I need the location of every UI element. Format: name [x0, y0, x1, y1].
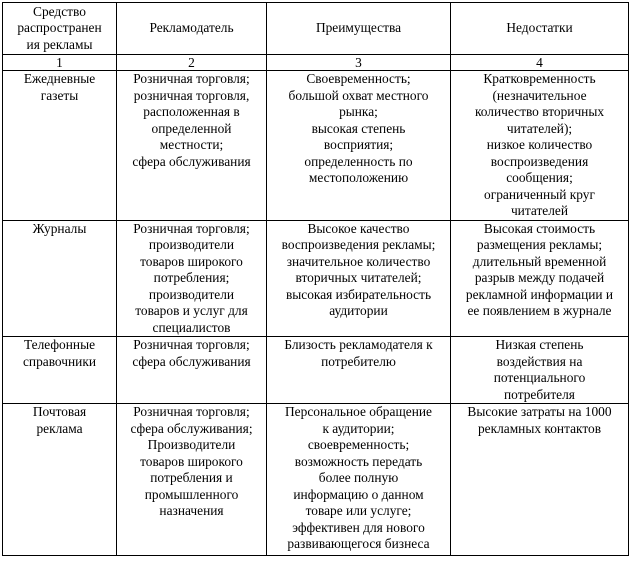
- table-row: [3, 337, 629, 404]
- disadvantages-cell: Высокая стоимость размещения рекламы; длительный временной разрыв между подачей рекламной информации и ее появлением в журнале: [451, 220, 629, 337]
- column-number-cell: 4: [451, 55, 629, 71]
- advertising-media-table: [2, 2, 629, 556]
- table-header-row: [3, 3, 629, 55]
- column-number-cell: 2: [117, 55, 267, 71]
- disadvantages-cell: Низкая степень воздействия на потенциального потребителя: [451, 337, 629, 404]
- disadvantages-cell: Высокие затраты на 1000 рекламных контактов: [451, 404, 629, 556]
- column-number-cell: 1: [3, 55, 117, 71]
- advertiser-cell: Розничная торговля; розничная торговля, расположенная в определенной местности; сфера обслуживания: [117, 71, 267, 221]
- table-row: [3, 71, 629, 221]
- medium-cell: Телефонные справочники: [3, 337, 117, 404]
- table-row: [3, 404, 629, 556]
- advantages-cell: Близость рекламодателя к потребителю: [267, 337, 451, 404]
- advertiser-cell: Розничная торговля; производители товаров широкого потребления; производители товаров и услуг для специалистов: [117, 220, 267, 337]
- medium-cell: Журналы: [3, 220, 117, 337]
- header-cell-advertiser: Рекламодатель: [117, 3, 267, 55]
- medium-cell: Почтовая реклама: [3, 404, 117, 556]
- column-number-cell: 3: [267, 55, 451, 71]
- advertiser-cell: Розничная торговля; сфера обслуживания: [117, 337, 267, 404]
- advantages-cell: Своевременность; большой охват местного рынка; высокая степень восприятия; определенность по местоположению: [267, 71, 451, 221]
- disadvantages-cell: Кратковременность (незначительное количество вторичных читателей); низкое количество воспроизведения сообщения; ограниченный круг читателей: [451, 71, 629, 221]
- advantages-cell: Высокое качество воспроизведения рекламы; значительное количество вторичных читателей; высокая избирательность аудитории: [267, 220, 451, 337]
- header-cell-disadvantages: Недостатки: [451, 3, 629, 55]
- medium-cell: Ежедневные газеты: [3, 71, 117, 221]
- header-cell-medium: Средство распространен ия рекламы: [3, 3, 117, 55]
- header-cell-advantages: Преимущества: [267, 3, 451, 55]
- advertiser-cell: Розничная торговля; сфера обслуживания; Производители товаров широкого потребления и промышленного назначения: [117, 404, 267, 556]
- table-row: [3, 220, 629, 337]
- advantages-cell: Персональное обращение к аудитории; своевременность; возможность передать более полную информацию о данном товаре или услуге; эффективен для нового развивающегося бизнеса: [267, 404, 451, 556]
- column-number-row: [3, 55, 629, 71]
